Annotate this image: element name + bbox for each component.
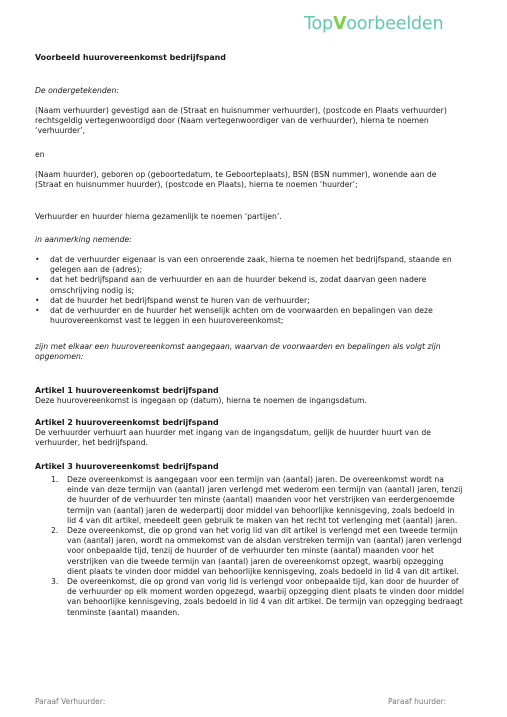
list-item: 3. De overeenkomst, die op grond van vorig lid is verlengd voor onbepaalde tijd, kan door de huurder of de verhuurder op elk moment worden opgezegd, waarbij opzegging dient plaats te vinden door middel van behoorlijke kennisgeving, zoals bedoeld in lid 4 van dit artikel. De termijn van opzegging bedraagt tenminste (aantal) maanden. <box>51 577 464 617</box>
logo-check-v: V <box>332 14 347 34</box>
list-item: • dat de huurder het bedrijfspand wenst te huren van de verhuurder; <box>35 296 465 306</box>
and-word: en <box>35 150 45 159</box>
party-landlord: (Naam verhuurder) gevestigd aan de (Straat en huisnummer verhuurder), (postcode en Plaats verhuurder) rechtsgeldig vertegenwoordigd door (Naam vertegenwoordiger van de verhuurder), hierna te noemen ‘verhuurder’, <box>35 106 447 136</box>
brand-logo <box>304 14 443 34</box>
list-item: • dat het bedrijfspand aan de verhuurder en aan de huurder bekend is, zodat daarvan geen nadere omschrijving nodig is; <box>35 275 465 295</box>
party-tenant: (Naam huurder), geboren op (geboortedatum, te Geboorteplaats), BSN (BSN nummer), wonende aan de (Straat en huisnummer huurder), (postcode en Plaats), hierna te noemen ‘huurder’; <box>35 170 437 190</box>
agreed-statement: zijn met elkaar een huurovereenkomst aangegaan, waarvan de voorwaarden en bepalingen als volgt zijn opgenomen: <box>35 342 441 362</box>
document-title: Voorbeeld huurovereenkomst bedrijfspand <box>35 53 226 62</box>
list-item: 2. Deze overeenkomst, die op grond van het vorig lid van dit artikel is verlengd met een tweede termijn van (aantal) jaren, wordt na ommekomst van de alsdan verstreken termijn van (aantal) jaren verlengd voor onbepaalde tijd, tenzij de huurder of de verhuurder ten minste (aantal) maanden voor het verstrijken van die tweede termijn van (aantal) jaren de overeenkomst opzegt, waarbij opzegging dient plaats te vinden door middel van behoorlijke kennisgeving, zoals bedoeld in lid 4 van dit artikel. <box>51 526 462 576</box>
article-1-text: Deze huurovereenkomst is ingegaan op (datum), hierna te noemen de ingangsdatum. <box>35 396 367 405</box>
article-3-list <box>35 475 465 618</box>
parties-definition: Verhuurder en huurder hierna gezamenlijk te noemen ‘partijen’. <box>35 212 282 221</box>
article-1-heading: Artikel 1 huurovereenkomst bedrijfspand <box>35 386 219 395</box>
logo-text-voorbeelden: oorbeelden <box>346 14 444 34</box>
list-item: 1. Deze overeenkomst is aangegaan voor een termijn van (aantal) jaren. De overeenkomst wordt na einde van deze termijn van (aantal) jaren verlengd met wederom een termijn van (aantal) jaren, tenzij de huurder of de verhuurder ten minste (aantal) maanden voor het verstrijken van eerdergenoemde termijn van (aantal) jaren de wederpartij door middel van behoorlijke kennisgeving, zoals bedoeld in lid 4 van dit artikel, meedeelt geen gebruik te maken van het recht tot verlenging met (aantal) jaren. <box>51 475 463 525</box>
list-item: • dat de verhuurder eigenaar is van een onroerende zaak, hierna te noemen het bedrijfspand, staande en gelegen aan de (adres); <box>35 255 465 275</box>
considering-label: in aanmerking nemende: <box>35 235 132 244</box>
footer-initials-tenant: Paraaf huurder: <box>388 697 447 706</box>
logo-text-top: Top <box>304 14 333 34</box>
article-3-heading: Artikel 3 huurovereenkomst bedrijfspand <box>35 462 219 471</box>
undersigned-label: De ondergetekenden: <box>35 86 119 95</box>
article-2-text: De verhuurder verhuurt aan huurder met ingang van de ingangsdatum, gelijk de huurder huurt van de verhuurder, het bedrijfspand. <box>35 428 431 448</box>
article-2-heading: Artikel 2 huurovereenkomst bedrijfspand <box>35 418 219 427</box>
considerations-list <box>35 255 465 326</box>
list-item: • dat de verhuurder en de huurder het wenselijk achten om de voorwaarden en bepalingen van deze huurovereenkomst vast te leggen in een huurovereenkomst; <box>35 306 465 326</box>
footer-initials-landlord: Paraaf Verhuurder: <box>35 697 106 706</box>
